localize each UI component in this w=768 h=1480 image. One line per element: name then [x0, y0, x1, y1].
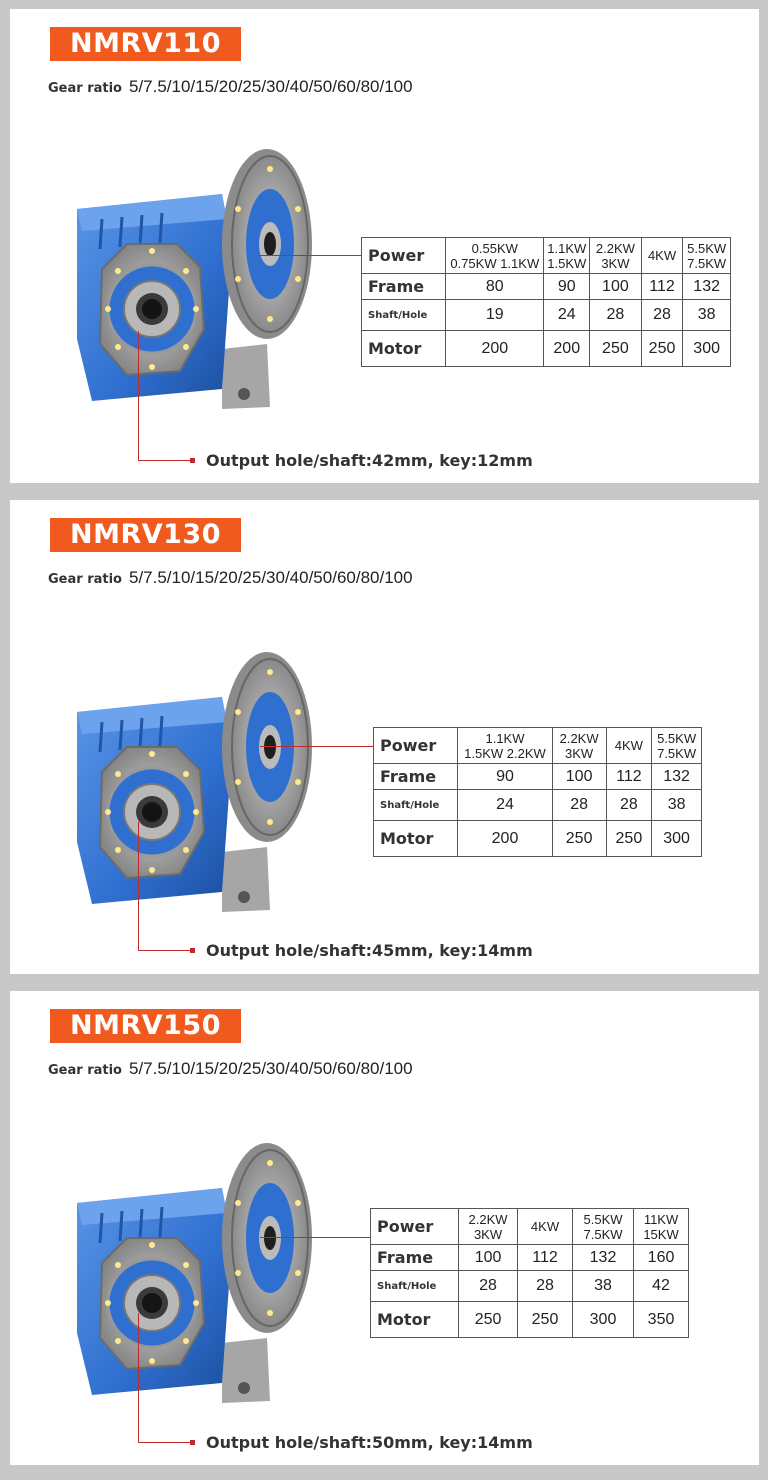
power-cell: 5.5KW 7.5KW [652, 728, 702, 764]
gear-ratio-row [48, 1059, 413, 1079]
product-panel-nmrv110 [10, 9, 759, 483]
shaft-cell: 28 [459, 1271, 518, 1302]
leader-line-output [138, 1313, 139, 1443]
shaft-cell: 28 [590, 300, 642, 331]
power-cell: 5.5KW 7.5KW [572, 1209, 633, 1245]
gear-ratio-values: 5/7.5/10/15/20/25/30/40/50/60/80/100 [128, 568, 413, 587]
leader-line-input [260, 746, 373, 747]
leader-line-input [260, 1237, 370, 1238]
frame-cell: 100 [459, 1245, 518, 1271]
frame-cell: 90 [458, 764, 552, 790]
model-badge: NMRV150 [50, 1009, 241, 1043]
motor-cell: 250 [518, 1302, 573, 1338]
model-badge: NMRV110 [50, 27, 241, 61]
row-label-power: Power [371, 1209, 459, 1245]
shaft-cell: 42 [634, 1271, 689, 1302]
shaft-cell: 28 [518, 1271, 573, 1302]
gear-ratio-row [48, 568, 413, 588]
row-label-shaft: Shaft/Hole [371, 1271, 459, 1302]
motor-cell: 200 [458, 821, 552, 857]
row-label-power: Power [362, 238, 446, 274]
shaft-cell: 19 [446, 300, 544, 331]
worm-gear-reducer-image [72, 1133, 314, 1403]
shaft-cell: 38 [683, 300, 731, 331]
worm-gear-reducer-image [72, 139, 314, 409]
shaft-cell: 28 [641, 300, 683, 331]
leader-line-output [138, 331, 139, 461]
product-panel-nmrv130 [10, 500, 759, 974]
row-label-motor: Motor [371, 1302, 459, 1338]
spec-table [361, 237, 731, 367]
gear-ratio-label: Gear ratio [48, 572, 122, 587]
motor-cell: 200 [446, 331, 544, 367]
model-badge: NMRV130 [50, 518, 241, 552]
power-cell: 0.55KW 0.75KW 1.1KW [446, 238, 544, 274]
motor-cell: 250 [606, 821, 652, 857]
spec-table [373, 727, 702, 857]
leader-line-output [138, 950, 193, 951]
row-label-motor: Motor [362, 331, 446, 367]
frame-cell: 90 [544, 274, 590, 300]
power-cell: 2.2KW 3KW [459, 1209, 518, 1245]
output-note: Output hole/shaft:42mm, key:12mm [206, 451, 533, 470]
motor-cell: 300 [652, 821, 702, 857]
spec-table [370, 1208, 689, 1338]
power-cell: 1.1KW 1.5KW [544, 238, 590, 274]
row-label-motor: Motor [374, 821, 458, 857]
power-cell: 11KW 15KW [634, 1209, 689, 1245]
leader-dot [190, 458, 195, 463]
gear-ratio-values: 5/7.5/10/15/20/25/30/40/50/60/80/100 [128, 77, 413, 96]
frame-cell: 112 [641, 274, 683, 300]
gear-ratio-label: Gear ratio [48, 81, 122, 96]
power-cell: 2.2KW 3KW [552, 728, 606, 764]
row-label-frame: Frame [374, 764, 458, 790]
shaft-cell: 38 [652, 790, 702, 821]
motor-cell: 200 [544, 331, 590, 367]
frame-cell: 132 [683, 274, 731, 300]
row-label-frame: Frame [362, 274, 446, 300]
motor-cell: 250 [459, 1302, 518, 1338]
gear-ratio-label: Gear ratio [48, 1063, 122, 1078]
output-note: Output hole/shaft:50mm, key:14mm [206, 1433, 533, 1452]
motor-cell: 300 [683, 331, 731, 367]
frame-cell: 132 [572, 1245, 633, 1271]
motor-cell: 300 [572, 1302, 633, 1338]
motor-cell: 250 [590, 331, 642, 367]
output-note: Output hole/shaft:45mm, key:14mm [206, 941, 533, 960]
shaft-cell: 28 [552, 790, 606, 821]
frame-cell: 100 [552, 764, 606, 790]
leader-line-output [138, 460, 193, 461]
leader-line-output [138, 822, 139, 951]
leader-line-input [260, 255, 362, 256]
power-cell: 2.2KW 3KW [590, 238, 642, 274]
frame-cell: 100 [590, 274, 642, 300]
leader-dot [190, 1440, 195, 1445]
gear-ratio-values: 5/7.5/10/15/20/25/30/40/50/60/80/100 [128, 1059, 413, 1078]
row-label-power: Power [374, 728, 458, 764]
motor-cell: 250 [641, 331, 683, 367]
motor-cell: 350 [634, 1302, 689, 1338]
shaft-cell: 38 [572, 1271, 633, 1302]
leader-line-output [138, 1442, 193, 1443]
power-cell: 4KW [641, 238, 683, 274]
frame-cell: 80 [446, 274, 544, 300]
power-cell: 5.5KW 7.5KW [683, 238, 731, 274]
leader-dot [190, 948, 195, 953]
power-cell: 4KW [606, 728, 652, 764]
motor-cell: 250 [552, 821, 606, 857]
shaft-cell: 28 [606, 790, 652, 821]
shaft-cell: 24 [458, 790, 552, 821]
row-label-frame: Frame [371, 1245, 459, 1271]
frame-cell: 160 [634, 1245, 689, 1271]
frame-cell: 112 [518, 1245, 573, 1271]
power-cell: 4KW [518, 1209, 573, 1245]
product-panel-nmrv150 [10, 991, 759, 1465]
frame-cell: 132 [652, 764, 702, 790]
gear-ratio-row [48, 77, 413, 97]
shaft-cell: 24 [544, 300, 590, 331]
power-cell: 1.1KW 1.5KW 2.2KW [458, 728, 552, 764]
row-label-shaft: Shaft/Hole [374, 790, 458, 821]
frame-cell: 112 [606, 764, 652, 790]
row-label-shaft: Shaft/Hole [362, 300, 446, 331]
worm-gear-reducer-image [72, 642, 314, 912]
